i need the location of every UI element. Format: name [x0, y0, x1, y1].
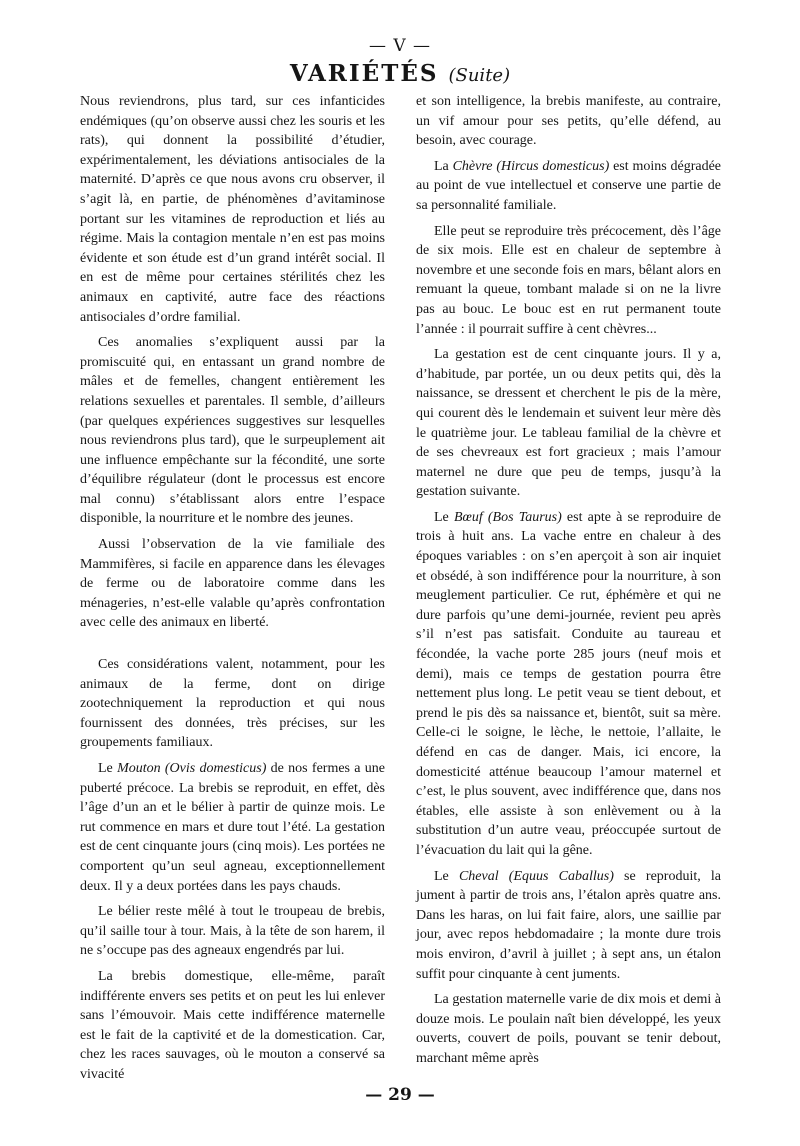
species-name-chevre: Chèvre (Hircus domesticus): [452, 158, 610, 174]
paragraph-chevre: [416, 157, 721, 216]
text-run: de nos fermes a une puberté précoce. La brebis se reproduit, en effet, dès l’âge d’un an et le bélier à partir de quinze mois. Le rut commence en mars et dure tout l’été. La gestation est de cent cinquante jours (cinq mois). Les portées ne comportent qu’un seul agneau, exceptionnellement deux. Il y a deux portées dans les pays chauds.: [80, 761, 385, 894]
paragraph: Nous reviendrons, plus tard, sur ces infanticides endémiques (qu’on observe aussi chez les souris et les rats), qui donnent la possibilité d’étudier, expérimentalement, les déviations antisociales de la maternité. D’après ce que nous avons cru observer, il s’agit là, en partie, de phénomènes d’avitaminose portant sur les vitamines de reproduction et liés au régime. Mais la contagion mentale n’en est pas moins évidente et son étude est d’un grand intérêt social. Il en est de même pour certaines stérilités chez les animaux en captivité, autre face des réactions antisociales d’ordre familial.: [80, 94, 385, 325]
species-name-cheval: Cheval (Equus Caballus): [458, 868, 614, 884]
paragraph: La brebis domestique, elle-même, paraît indifférente envers ses petits et on peut les lui enlever sans l’émouvoir. Mais cette indifférence maternelle est le fait de la captivité et de la domestication. Car, chez les races sauvages, où le mouton a conservé sa vivacité: [80, 968, 385, 1082]
paragraph: et son intelligence, la brebis manifeste, au contraire, un vif amour pour ses petits, qu’elle défend, au besoin, avec courage.: [416, 94, 721, 149]
paragraph: Elle peut se reproduire très précocement, dès l’âge de six mois. Elle est en chaleur de septembre à novembre et une seconde fois en mars, bêlant alors en remuant la queue, tombant malade si on ne la livre pas au bouc. Le bouc est en rut permanent toute l’année : il pourrait suffire à cent chèvres...: [416, 223, 721, 337]
paragraph: Le bélier reste mêlé à tout le troupeau de brebis, qu’il saille tour à tour. Mais, à la tête de son harem, il ne s’occupe pas des agneaux engendrés par lui.: [80, 904, 385, 959]
species-name-boeuf: Bœuf (Bos Taurus): [453, 509, 562, 525]
paragraph: Aussi l’observation de la vie familiale des Mammifères, si facile en apparence dans les élevages de ferme ou de laboratoire comme dans les ménageries, n’est-elle valable qu’après confrontation avec celle des animaux en liberté.: [80, 537, 385, 631]
text-run: La: [434, 158, 453, 174]
text-run: est apte à se reproduire de trois à huit ans. La vache entre en chaleur à des époques variables : on s’en aperçoit à son air inquiet et obsédé, à son indifférence pour la nourriture, à son meuglement particulier. Ce rut, éphémère et qui ne dure parfois qu’une demi-journée, revient peu après s’il n’est pas satisfait. Conduite au taureau et fécondée, la vache porte 285 jours (neuf mois et demi), mais ce temps de gestation pourra être nettement plus long. Le petit veau se tient debout, et prend le pis dès sa naissance et, bientôt, suit sa mère. Celle-ci le soigne, le lèche, le nettoie, l’allaite, le défend en cas de danger. Mais, ici encore, la domesticité atténue beaucoup l’amour maternel et c’est, le plus souvent, avec indifférence que, dans nos étables, elle assiste à son enlèvement ou à la substitution d’un autre veau, préoccupée surtout de l’évacuation du lait qui la gêne.: [416, 509, 721, 858]
paragraph: La gestation est de cent cinquante jours. Il y a, d’habitude, par portée, un ou deux petits qui, dès la naissance, se dressent et cherchent le pis de la mère, qui courent dès le lendemain et suivent leur mère dès le quatrième jour. Le tableau familial de la chèvre et de ses chevreaux est fort gracieux ; mais l’amour maternel ne dure que peu de temps, jusqu’à la gestation suivante.: [416, 347, 721, 500]
text-run: se reproduit, la jument à partir de trois ans, l’étalon après quatre ans. Dans les haras, on lui fait faire, alors, une saillie par jour, avec repos hebdomadaire ; la monte dure trois mois environ, d’avril à juillet ; à sept ans, un étalon suffit pour cinquante à cent juments.: [416, 868, 722, 982]
paragraph-boeuf: [416, 508, 721, 861]
paragraph: Ces anomalies s’expliquent aussi par la promiscuité qui, en entassant un grand nombre de mâles et de femelles, changent entièrement les relations sexuelles et parentales. Il semble, d’ailleurs (par quelques expériences suggestives sur lesquelles nous reviendrons plus tard), que le surpeuplement ait une influence empêchante sur la fécondité, une sorte d’équilibre régulateur (dont le processus est encore mal connu) s’établissant alors entre l’espace disponible, la nourriture et le nombre des jeunes.: [80, 335, 385, 527]
text-run: Le: [98, 761, 118, 776]
title-suite: (Suite): [448, 65, 511, 86]
text-run: Le: [434, 509, 454, 525]
text-run: est moins dégradée au point de vue intellectuel et conserve une partie de sa personnalité familiale.: [416, 158, 722, 213]
title-main: VARIÉTÉS: [289, 60, 439, 87]
paragraph-cheval: [416, 867, 721, 985]
right-column: [416, 92, 721, 1075]
paragraph: Ces considérations valent, notamment, pour les animaux de la ferme, dont on dirige zootechniquement la reproduction et qui nous fournissent des données, très précises, sur les groupements familiaux.: [80, 657, 385, 751]
paragraph: La gestation maternelle varie de dix mois et demi à douze mois. Le poulain naît bien développé, les yeux ouverts, couvert de poils, pouvant se tenir debout, marchant même après: [416, 992, 721, 1066]
page-header-roman: — V —: [368, 36, 432, 56]
left-column: [80, 92, 385, 1091]
paragraph-mouton: [80, 759, 385, 896]
text-run: Le: [434, 868, 459, 884]
page-number: — 29 —: [365, 1085, 435, 1105]
page-title: [0, 60, 800, 87]
species-name-mouton: Mouton (Ovis domesticus): [117, 761, 267, 776]
